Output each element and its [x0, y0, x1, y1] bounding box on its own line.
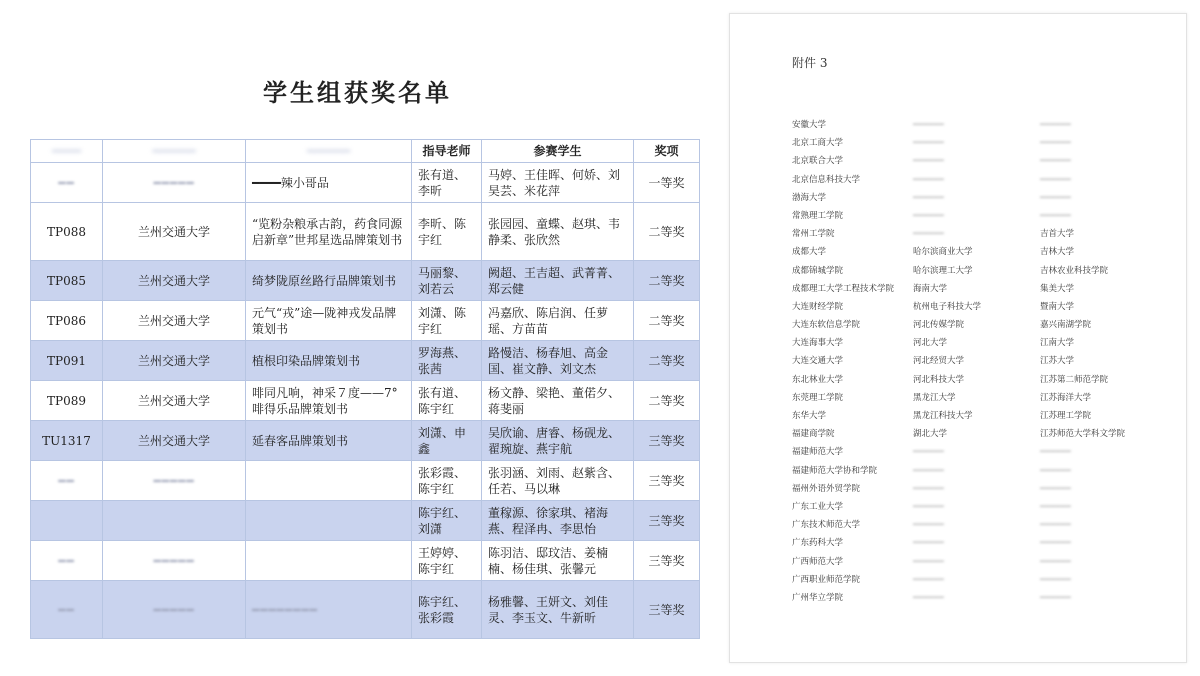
cell-award: 三等奖 [634, 421, 700, 461]
university-name: 大连交通大学 [792, 356, 844, 367]
university-name: 黑龙江大学 [913, 392, 956, 403]
university-name: 常州工学院 [792, 229, 835, 240]
cell-project: 元气“戎”途—陇神戎发品牌策划书 [246, 301, 412, 341]
university-name: 渤海大学 [792, 192, 827, 203]
university-name: 河北传媒学院 [913, 320, 965, 331]
cell-school [103, 163, 246, 203]
cell-school: 兰州交通大学 [103, 341, 246, 381]
cell-id: TP088 [31, 203, 103, 261]
cell-students: 杨雅馨、王妍文、刘佳灵、李玉文、牛新昕 [482, 581, 634, 639]
university-name: ━━━━━━ [913, 120, 944, 130]
university-name: ━━━━━━ [1040, 538, 1071, 549]
table-row [31, 421, 700, 461]
cell-id [31, 501, 103, 541]
table-row [31, 541, 700, 581]
university-name: 海南大学 [913, 283, 948, 294]
cell-teacher: 马丽黎、刘若云 [412, 261, 482, 301]
university-name: ━━━━━━ [1040, 174, 1071, 185]
table-row [31, 461, 700, 501]
table-row [31, 341, 700, 381]
cell-award: 三等奖 [634, 581, 700, 639]
cell-id [31, 461, 103, 501]
cell-school: 兰州交通大学 [103, 301, 246, 341]
cell-project: ━━━━辣小哥品 [246, 163, 412, 203]
cell-students: 陈羽洁、邸玟洁、姜楠楠、杨佳琪、张馨元 [482, 541, 634, 581]
university-name: ━━━━━━ [1040, 210, 1071, 221]
university-name: ━━━━━━ [913, 501, 944, 512]
cell-teacher: 刘潇、申鑫 [412, 421, 482, 461]
obscured-text: ━━━━━ [153, 175, 195, 190]
table-row [31, 203, 700, 261]
header-students: 参赛学生 [482, 140, 634, 163]
university-name: 成都理工大学工程技术学院 [792, 283, 895, 294]
university-name: 大连海事大学 [792, 338, 844, 349]
university-name: 湖北大学 [913, 429, 948, 440]
cell-teacher: 张有道、陈宇红 [412, 381, 482, 421]
university-name: 成都锦城学院 [792, 265, 844, 276]
university-name: 吉林农业科技学院 [1040, 265, 1109, 276]
university-name: 江南大学 [1040, 338, 1075, 349]
cell-award: 二等奖 [634, 261, 700, 301]
obscured-text: ━━━━━━━━ [252, 602, 318, 617]
university-name: 安徽大学 [792, 120, 827, 130]
cell-school: 兰州交通大学 [103, 381, 246, 421]
university-name: 大连财经学院 [792, 301, 844, 312]
cell-id [31, 581, 103, 639]
university-name: 江苏大学 [1040, 356, 1075, 367]
attachment-page [729, 13, 1187, 663]
university-name: 吉林大学 [1040, 247, 1075, 258]
cell-school: 兰州交通大学 [103, 203, 246, 261]
cell-school [103, 461, 246, 501]
university-column-b [913, 116, 1033, 607]
university-name: 福建商学院 [792, 429, 835, 440]
university-name: ━━━━━━ [913, 210, 944, 221]
cell-id: TU1317 [31, 421, 103, 461]
university-name: 江苏第二师范学院 [1040, 374, 1109, 385]
cell-project [246, 581, 412, 639]
university-name: 广西师范大学 [792, 556, 844, 567]
university-name: 东北林业大学 [792, 374, 844, 385]
university-name: 广东药科大学 [792, 538, 844, 549]
cell-award: 三等奖 [634, 501, 700, 541]
university-name: 广东工业大学 [792, 501, 844, 512]
university-name: ━━━━━━ [913, 465, 944, 476]
table-row [31, 261, 700, 301]
university-name: 常熟理工学院 [792, 210, 844, 221]
cell-award: 二等奖 [634, 203, 700, 261]
cell-project [246, 501, 412, 541]
table-row [31, 163, 700, 203]
cell-school [103, 581, 246, 639]
obscured-text: ━━━━━ [153, 553, 195, 568]
cell-project: 绮梦陇原丝路行品牌策划书 [246, 261, 412, 301]
university-name: 哈尔滨理工大学 [913, 265, 973, 276]
header-school: ━━━━━━ [103, 140, 246, 163]
university-name: 河北大学 [913, 338, 948, 349]
university-name: ━━━━━━ [1040, 501, 1071, 512]
university-name: ━━━━━━ [1040, 592, 1071, 603]
cell-teacher: 张彩霞、陈宇红 [412, 461, 482, 501]
university-column-c [1040, 116, 1170, 607]
cell-teacher: 张有道、李昕 [412, 163, 482, 203]
university-name: 黑龙江科技大学 [913, 411, 973, 421]
university-name: 北京信息科技大学 [792, 174, 861, 185]
university-name: 福州外语外贸学院 [792, 483, 861, 494]
university-name: ━━━━━━ [913, 192, 944, 203]
cell-id [31, 541, 103, 581]
cell-students: 杨文静、梁艳、董偌夕、蒋斐丽 [482, 381, 634, 421]
cell-school: 兰州交通大学 [103, 261, 246, 301]
cell-school: 兰州交通大学 [103, 421, 246, 461]
obscured-text: ━━━━━ [153, 473, 195, 488]
award-table [30, 139, 700, 639]
university-name: ━━━━━━ [913, 156, 944, 167]
document-title: 学生组获奖名单 [263, 78, 452, 107]
cell-project: “览粉杂粮承古韵，药食同源启新章”世邦星选品牌策划书 [246, 203, 412, 261]
cell-teacher: 陈宇红、刘潇 [412, 501, 482, 541]
cell-teacher: 李昕、陈宇红 [412, 203, 482, 261]
cell-school [103, 541, 246, 581]
cell-students: 冯嘉欣、陈启润、任萝瑶、方苗苗 [482, 301, 634, 341]
cell-id: TP089 [31, 381, 103, 421]
university-name: 河北经贸大学 [913, 356, 965, 367]
university-name: 东莞理工学院 [792, 392, 844, 403]
cell-teacher: 陈宇红、张彩霞 [412, 581, 482, 639]
obscured-text: ━━ [58, 602, 75, 617]
table-row [31, 501, 700, 541]
award-list-document [30, 55, 700, 655]
cell-award: 二等奖 [634, 381, 700, 421]
university-name: 广东技术师范大学 [792, 520, 861, 531]
university-name: 北京联合大学 [792, 156, 844, 167]
university-name: ━━━━━━ [913, 574, 944, 585]
header-award: 奖项 [634, 140, 700, 163]
cell-id: TP086 [31, 301, 103, 341]
university-name: ━━━━━━ [1040, 556, 1071, 567]
obscured-text: ━━ [58, 175, 75, 190]
university-name: 成都大学 [792, 247, 827, 258]
university-name: 杭州电子科技大学 [913, 301, 982, 312]
university-name: ━━━━━━ [913, 592, 944, 603]
cell-id: TP085 [31, 261, 103, 301]
cell-project [246, 461, 412, 501]
header-project: ━━━━━━ [246, 140, 412, 163]
university-name: ━━━━━━ [1040, 483, 1071, 494]
university-name: 哈尔滨商业大学 [913, 247, 973, 258]
university-name: 东华大学 [792, 411, 827, 421]
table-row [31, 301, 700, 341]
cell-id: TP091 [31, 341, 103, 381]
cell-teacher: 王婷婷、陈宇红 [412, 541, 482, 581]
university-name: 广西职业师范学院 [792, 574, 861, 585]
cell-students: 马婷、王佳晖、何娇、刘昊芸、米花萍 [482, 163, 634, 203]
cell-award: 一等奖 [634, 163, 700, 203]
university-name: ━━━━━━ [913, 174, 944, 185]
cell-teacher: 刘潇、陈宇红 [412, 301, 482, 341]
cell-id [31, 163, 103, 203]
cell-project: 延春客品牌策划书 [246, 421, 412, 461]
university-name: 大连东软信息学院 [792, 320, 861, 331]
university-name: 江苏师范大学科文学院 [1040, 429, 1126, 440]
cell-teacher: 罗海燕、张茜 [412, 341, 482, 381]
cell-students: 吴欣谕、唐睿、杨砚龙、翟琬旋、燕宇航 [482, 421, 634, 461]
university-name: 江苏理工学院 [1040, 411, 1092, 421]
cell-project: 啡同凡响，神采７度——7°啡得乐品牌策划书 [246, 381, 412, 421]
university-column-a [792, 116, 907, 607]
cell-students: 张园园、童蝶、赵琪、韦静柔、张欣然 [482, 203, 634, 261]
university-name: 暨南大学 [1040, 301, 1075, 312]
university-name: 集美大学 [1040, 283, 1075, 294]
university-name: ━━━━━━ [913, 520, 944, 531]
university-name: ━━━━━━ [913, 138, 944, 149]
university-name: ━━━━━━ [913, 538, 944, 549]
university-name: 福建师范大学协和学院 [792, 465, 878, 476]
cell-school [103, 501, 246, 541]
obscured-text: ━━━━━ [153, 602, 195, 617]
university-name: ━━━━━━ [1040, 447, 1071, 458]
cell-award: 三等奖 [634, 541, 700, 581]
cell-project [246, 541, 412, 581]
university-name: ━━━━━━ [1040, 465, 1071, 476]
university-name: ━━━━━━ [913, 447, 944, 458]
cell-award: 二等奖 [634, 341, 700, 381]
university-name: 江苏海洋大学 [1040, 392, 1092, 403]
obscured-text: ━━ [58, 553, 75, 568]
obscured-text: ━━ [58, 473, 75, 488]
university-name: ━━━━━━ [1040, 120, 1071, 130]
university-name: ━━━━━━ [1040, 574, 1071, 585]
header-teacher: 指导老师 [412, 140, 482, 163]
university-name: ━━━━━━ [1040, 156, 1071, 167]
university-name: 福建师范大学 [792, 447, 844, 458]
attachment-label: 附件 3 [792, 56, 828, 70]
cell-students: 阙超、王吉超、武菁菁、郑云健 [482, 261, 634, 301]
header-id: ━━━━ [31, 140, 103, 163]
table-header-row [31, 140, 700, 163]
university-name: ━━━━━━ [1040, 138, 1071, 149]
cell-award: 二等奖 [634, 301, 700, 341]
university-name: 嘉兴南湖学院 [1040, 320, 1092, 331]
university-name: 河北科技大学 [913, 374, 965, 385]
cell-students: 张羽涵、刘雨、赵紫含、任若、马以琳 [482, 461, 634, 501]
university-name: ━━━━━━ [913, 229, 944, 240]
cell-project: 植根印染品牌策划书 [246, 341, 412, 381]
university-name: 吉首大学 [1040, 229, 1075, 240]
university-name: 广州华立学院 [792, 592, 844, 603]
cell-students: 路慢洁、杨春旭、高金国、崔文静、刘文杰 [482, 341, 634, 381]
university-name: ━━━━━━ [913, 483, 944, 494]
cell-award: 三等奖 [634, 461, 700, 501]
cell-students: 董稼源、徐家琪、褚海燕、程泽冉、李思怡 [482, 501, 634, 541]
university-name: 北京工商大学 [792, 138, 844, 149]
table-row [31, 381, 700, 421]
university-name: ━━━━━━ [1040, 192, 1071, 203]
table-row [31, 581, 700, 639]
university-name: ━━━━━━ [1040, 520, 1071, 531]
university-name: ━━━━━━ [913, 556, 944, 567]
